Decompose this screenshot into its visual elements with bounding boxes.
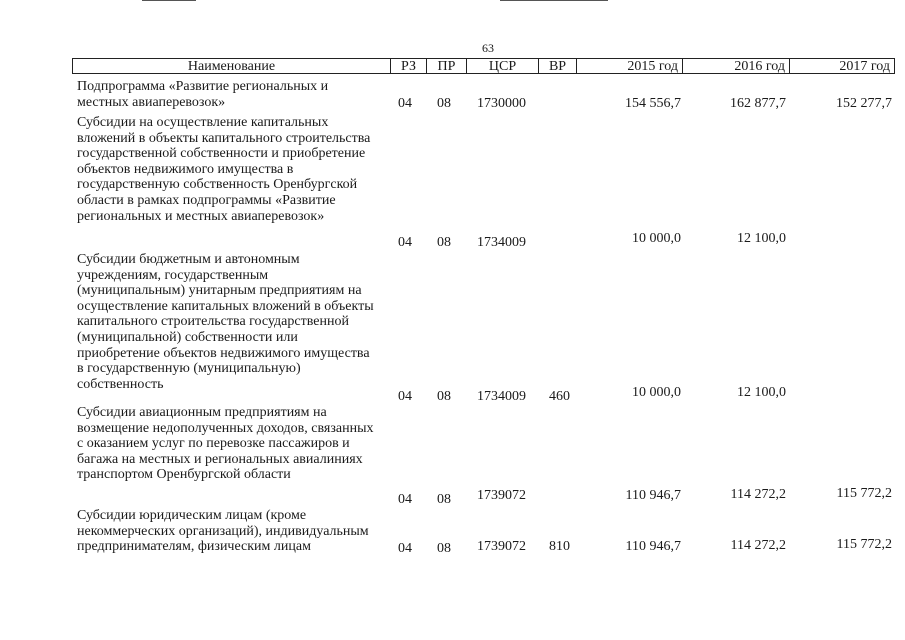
row-2016: 12 100,0	[737, 231, 786, 246]
row-pr: 08	[437, 541, 451, 556]
row-2015: 110 946,7	[625, 488, 681, 503]
header-csr: ЦСР	[466, 59, 538, 73]
row-2017: 115 772,2	[836, 537, 892, 552]
header-2015: 2015 год	[576, 59, 682, 73]
header-name: Наименование	[72, 59, 390, 73]
header-vr: ВР	[538, 59, 576, 73]
top-rule-right	[500, 0, 608, 1]
row-2016: 114 272,2	[730, 487, 786, 502]
row-2016: 162 877,7	[730, 96, 786, 111]
row-2017: 115 772,2	[836, 486, 892, 501]
row-csr: 1734009	[477, 389, 526, 404]
row-name: Субсидии на осуществление капитальных вложений в объекты капитального строительства государственной собственности и приобретение объектов недвижимого имущества в государственную собственность Оренбургской области в рамках подпрограммы «Развитие региональных и местных авиаперевозок»	[77, 115, 371, 224]
row-2015: 10 000,0	[632, 385, 681, 400]
row-pr: 08	[437, 389, 451, 404]
row-name: Субсидии авиационным предприятиям на возмещение недополученных доходов, связанных с оказанием услуг по перевозке пассажиров и багажа на местных и региональных авиалиниях транспортом Оренбургской области	[77, 405, 374, 483]
row-csr: 1730000	[477, 96, 526, 111]
table-header	[72, 58, 895, 74]
row-csr: 1739072	[477, 539, 526, 554]
row-2015: 154 556,7	[625, 96, 681, 111]
header-2016: 2016 год	[682, 59, 789, 73]
row-pr: 08	[437, 492, 451, 507]
header-2017: 2017 год	[789, 59, 895, 73]
row-pr: 08	[437, 235, 451, 250]
row-rz: 04	[398, 492, 412, 507]
top-rule-left	[142, 0, 196, 1]
row-pr: 08	[437, 96, 451, 111]
row-name: Субсидии бюджетным и автономным учреждениям, государственным (муниципальным) унитарным предприятиям на осуществление капитальных вложений в объекты капитального строительства государственной (муниципальной) собственности или приобретение объектов недвижимого имущества в государственную (муниципальную) собственность	[77, 252, 374, 392]
row-2016: 114 272,2	[730, 538, 786, 553]
page-number: 63	[482, 41, 494, 55]
row-2017: 152 277,7	[836, 96, 892, 111]
row-name: Подпрограмма «Развитие региональных и местных авиаперевозок»	[77, 79, 329, 110]
row-name: Субсидии юридическим лицам (кроме некоммерческих организаций), индивидуальным предпринимателям, физическим лицам	[77, 508, 369, 555]
row-rz: 04	[398, 96, 412, 111]
header-pr: ПР	[426, 59, 466, 73]
row-2015: 110 946,7	[625, 539, 681, 554]
row-rz: 04	[398, 541, 412, 556]
row-2016: 12 100,0	[737, 385, 786, 400]
row-2015: 10 000,0	[632, 231, 681, 246]
row-vr: 460	[549, 389, 570, 404]
row-rz: 04	[398, 389, 412, 404]
row-csr: 1739072	[477, 488, 526, 503]
row-rz: 04	[398, 235, 412, 250]
row-vr: 810	[549, 539, 570, 554]
row-csr: 1734009	[477, 235, 526, 250]
header-rz: РЗ	[390, 59, 426, 73]
